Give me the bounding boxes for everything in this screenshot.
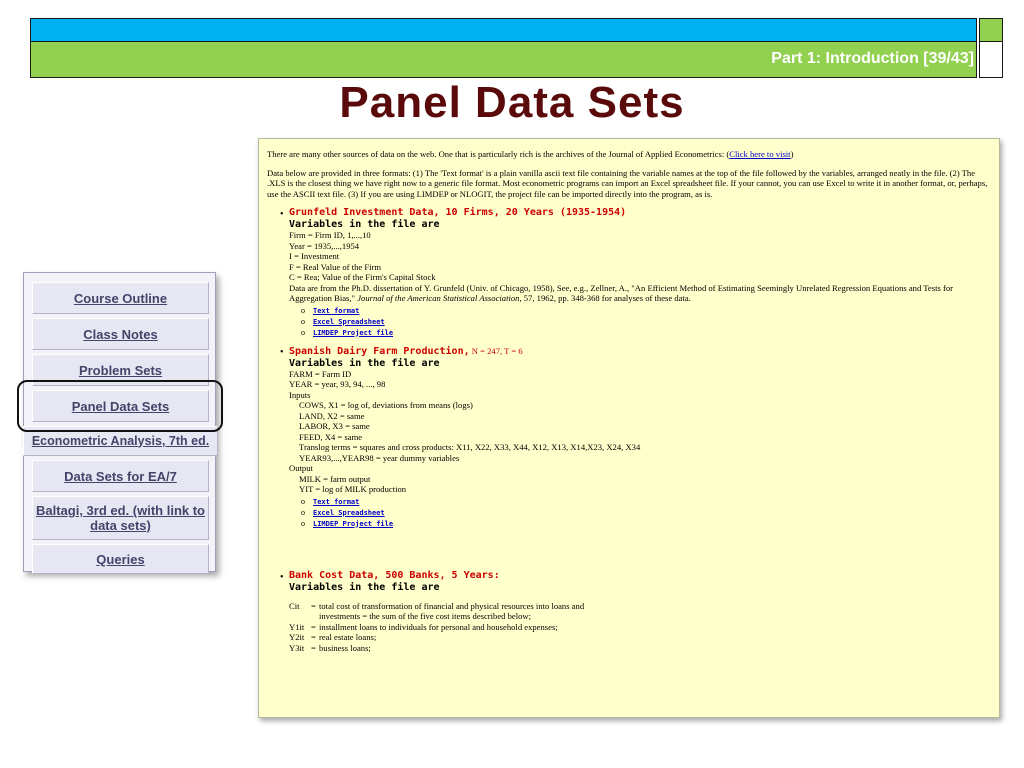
list-item [301,519,991,530]
bank-variable-list [289,601,991,654]
grunfeld-note-tail: , 57, 1962, pp. 348-368 for analyses of these data. [519,293,691,303]
dairy-title-suffix: N = 247, T = 6 [469,345,523,356]
header-corner-square [979,18,1003,42]
header-corner-square-lower [979,42,1003,78]
dairy-output-label: Output [289,463,313,473]
spacer [267,536,991,566]
grunfeld-text-format-link[interactable]: Text format [313,306,360,315]
grunfeld-journal-name: Journal of the American Statistical Association [357,293,520,303]
list-item [289,622,991,633]
list-item [289,643,991,654]
list-item [301,328,991,339]
list-item [301,497,991,508]
bank-var-key: Y3it [289,642,305,653]
intro-text: There are many other sources of data on the web. One that is particularly rich is the archives of the Journal of Applied Econometrics: ( [267,149,730,159]
dairy-var-line: Inputs [289,389,311,400]
nav-item-course-outline[interactable]: Course Outline [32,282,209,314]
grunfeld-var-line: C = Rea; Value of the Firm's Capital Stock [289,272,436,282]
dairy-input-line: FEED, X4 = same [299,431,363,442]
dairy-var-line: YEAR = year, 93, 94, ..., 98 [289,379,386,389]
bank-title: Bank Cost Data, 500 Banks, 5 Years: [289,569,500,581]
dairy-title [289,345,991,358]
intro-paragraph [267,149,991,160]
dairy-output-line: YIT = log of MILK production [299,484,407,494]
grunfeld-subtitle: Variables in the file are [289,219,440,230]
grunfeld-var-line: I = Investment [289,251,340,261]
bullet-icon: • [280,209,284,220]
bank-var-desc: installment loans to individuals for personal and household expenses; [319,621,558,632]
bank-var-desc: business loans; [319,642,371,653]
equals-sign: = [311,600,316,611]
bank-var-key: Y1it [289,621,305,632]
dairy-subtitle: Variables in the file are [289,357,440,369]
jae-archive-link[interactable]: Click here to visit [729,149,791,159]
dairy-output-line: MILK = farm output [299,473,371,484]
grunfeld-title: Grunfeld Investment Data, 10 Firms, 20 Years (1935-1954) [289,207,627,218]
bank-var-key [289,611,311,622]
bullet-icon: • [280,346,284,358]
slide-title: Panel Data Sets [339,78,685,127]
dairy-var-line: FARM = Farm ID [289,368,352,379]
bank-var-desc: real estate loans; [319,632,377,642]
list-item [289,601,991,612]
grunfeld-excel-link[interactable]: Excel Spreadsheet [313,317,385,326]
dairy-title-text: Spanish Dairy Farm Production, [289,345,470,357]
dairy-limdep-link[interactable]: LIMDEP Project file [313,519,394,528]
nav-item-queries[interactable]: Queries [32,544,209,574]
grunfeld-var-line: Firm = Firm ID, 1,...,10 [289,230,371,240]
equals-spacer [311,611,319,622]
bank-subtitle: Variables in the file are [289,581,440,593]
grunfeld-section [267,207,991,339]
grunfeld-var-line: Year = 1935,...,1954 [289,240,360,251]
dairy-section [267,345,991,530]
grunfeld-limdep-link[interactable]: LIMDEP Project file [313,328,394,337]
slide-number-label: Part 1: Introduction [39/43] [771,50,974,67]
dairy-download-list [289,497,991,530]
bank-section [267,570,991,654]
bank-var-key: Cit [289,600,300,611]
equals-sign: = [311,632,316,642]
dairy-input-line: Translog terms = squares and cross products: X11, X22, X33, X44, X12, X13, X14,X23, X24, X34 [299,442,641,452]
grunfeld-download-list [289,306,991,339]
list-item [301,508,991,519]
bank-var-key: Y2it [289,632,305,642]
equals-sign: = [311,621,316,632]
nav-item-baltagi[interactable]: Baltagi, 3rd ed. (with link to data sets) [32,496,209,540]
grunfeld-var-line: F = Real Value of the Firm [289,261,382,272]
nav-item-panel-data-sets[interactable]: Panel Data Sets [32,390,209,422]
dairy-input-line: LAND, X2 = same [299,410,365,421]
dairy-input-line: COWS, X1 = log of, deviations from means (logs) [299,400,473,410]
nav-item-data-sets-ea7[interactable]: Data Sets for EA/7 [32,460,209,492]
list-item [289,611,991,622]
equals-sign: = [311,642,316,653]
intro-close: ) [790,149,794,159]
dairy-input-line: YEAR93,...,YEAR98 = year dummy variables [299,452,460,463]
bank-var-desc: investments = the sum of the five cost items described below; [319,611,532,621]
header-bar-top [30,18,977,42]
grunfeld-note-text: Data are from the Ph.D. dissertation of Y. Grunfeld (Univ. of Chicago, 1958), See, e.g., Zellner, A., "An Efficient Method of Estimating Seemingly Unrelated Regression Equations and Tests for Aggregation Bias," [289,282,953,303]
content-panel [258,138,1000,718]
bank-var-desc: total cost of transformation of financial and physical resources into loans and [319,600,585,611]
bullet-icon: • [280,571,284,583]
grunfeld-note [289,283,991,304]
formats-paragraph: Data below are provided in three formats: (1) The 'Text format' is a plain vanilla ascii text file containing the variable names at the top of the file followed by the variables, arranged neatly in the file. (2) The .XLS is the closest thing we have right now to a generic file format. Most econometric programs can import an Excel spreadsheet file. If your cannot, you can use Excel to write it in another format, or, perhaps, use the ASCII text file. (3) If you are using LIMDEP or NLOGIT, the project file can be imported directly into the program, as is. [267,167,988,199]
nav-item-econometric-analysis[interactable]: Econometric Analysis, 7th ed. [23,426,218,456]
nav-item-class-notes[interactable]: Class Notes [32,318,209,350]
dairy-text-format-link[interactable]: Text format [313,497,360,506]
dairy-input-line: LABOR, X3 = same [299,421,370,431]
list-item [301,317,991,328]
nav-item-problem-sets[interactable]: Problem Sets [32,354,209,386]
selected-nav-highlight [17,380,223,432]
list-item [301,306,991,317]
dairy-excel-link[interactable]: Excel Spreadsheet [313,508,385,517]
list-item [289,632,991,643]
